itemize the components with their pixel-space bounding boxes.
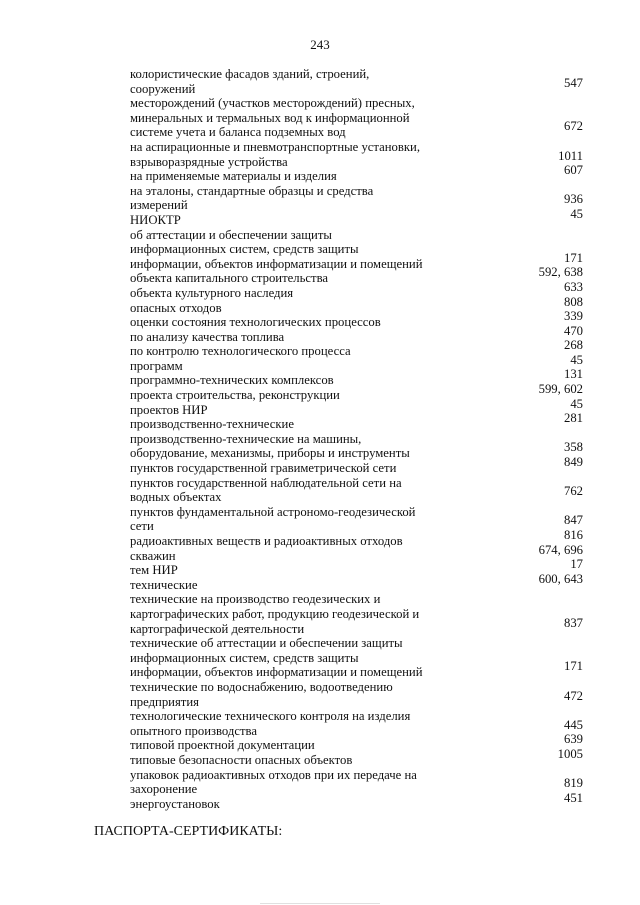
entry-text-line: технические на производство геодезических и — [130, 592, 381, 607]
entry-text-line: упаковок радиоактивных отходов при их передаче на — [130, 767, 417, 782]
entry-page-numbers: 547 — [563, 75, 583, 90]
entry-page-numbers: 358 — [563, 440, 583, 455]
index-entry — [0, 790, 640, 812]
index-entry — [0, 163, 640, 184]
entry-text-line: НИОКТР — [130, 212, 181, 227]
index-entry — [0, 382, 640, 403]
entry-text-line: производственно-технические на машины, — [130, 431, 362, 446]
entry-text-line: месторождений (участков месторождений) пресных, — [130, 96, 415, 111]
entry-page-numbers: 445 — [563, 717, 583, 732]
entry-page-numbers: 171 — [563, 250, 583, 265]
entry-text-line: на применяемые материалы и изделия — [130, 169, 337, 184]
entry-text-line: системе учета и баланса подземных вод — [130, 125, 346, 140]
entry-page-numbers: 339 — [563, 309, 583, 324]
index-entry — [0, 294, 640, 316]
entry-text-line: по контролю технологического процесса — [130, 344, 351, 359]
index-entry — [0, 184, 640, 213]
entry-text-line: взрыворазрядные устройства — [130, 154, 288, 169]
entry-text-line: предприятия — [130, 694, 199, 709]
entry-text-line: оценки состояния технологических процессов — [130, 315, 381, 330]
entry-text-line: колористические фасадов зданий, строений, — [130, 67, 370, 81]
index-entry — [0, 505, 640, 534]
entry-page-numbers: 472 — [563, 688, 583, 703]
entry-text-line: пунктов государственной наблюдательной сети на — [130, 475, 402, 490]
entry-text-line: программно-технических комплексов — [130, 373, 334, 388]
entry-text-line: картографической деятельности — [130, 621, 305, 636]
entry-page-numbers: 45 — [570, 206, 583, 221]
index-entry — [0, 680, 640, 709]
entry-page-numbers: 45 — [570, 352, 583, 367]
entry-text-line: на аспирационные и пневмотранспортные установки, — [130, 139, 421, 154]
bottom-rule — [260, 903, 380, 904]
entry-text-line: картографических работ, продукцию геодезической и — [130, 606, 420, 621]
index-entry — [0, 96, 640, 140]
entry-text-line: информационных систем, средств защиты — [130, 242, 359, 257]
index-entry — [0, 396, 640, 418]
index-entry — [0, 338, 640, 359]
entry-text-line: проекта строительства, реконструкции — [130, 388, 340, 403]
entry-page-numbers: 451 — [563, 790, 583, 805]
index-list — [0, 67, 640, 811]
entry-page-numbers: 816 — [563, 528, 583, 542]
entry-text-line: оборудование, механизмы, приборы и инструменты — [130, 446, 410, 461]
index-entry — [0, 323, 640, 345]
index-entry — [0, 352, 640, 374]
entry-page-numbers: 672 — [563, 119, 583, 134]
entry-text-line: на эталоны, стандартные образцы и средства — [130, 183, 374, 198]
entry-text-line: информационных систем, средств защиты — [130, 650, 359, 665]
index-entry — [0, 768, 640, 797]
index-entry — [0, 140, 640, 169]
entry-text-line: технические по водоснабжению, водоотведению — [130, 679, 393, 694]
entry-text-line: тем НИР — [130, 563, 178, 578]
entry-page-numbers: 633 — [563, 279, 583, 294]
index-entry — [0, 636, 640, 680]
entry-text-line: сооружений — [130, 81, 196, 96]
entry-text-line: пунктов фундаментальной астрономо-геодезической — [130, 504, 416, 519]
index-entry — [0, 265, 640, 286]
entry-text-line: водных объектах — [130, 490, 222, 505]
entry-text-line: измерений — [130, 198, 188, 213]
index-entry — [0, 67, 640, 96]
entry-text-line: технические — [130, 577, 198, 592]
entry-text-line: объекта капитального строительства — [130, 271, 329, 286]
entry-text-line: скважин — [130, 548, 176, 563]
index-entry — [0, 746, 640, 768]
entry-page-numbers: 281 — [563, 411, 583, 426]
entry-text-line: информации, объектов информатизации и помещений — [130, 256, 423, 271]
entry-page-numbers: 1005 — [557, 746, 583, 761]
entry-page-numbers: 17 — [570, 557, 583, 572]
entry-page-numbers: 936 — [563, 192, 583, 207]
index-entry — [0, 411, 640, 432]
entry-page-numbers: 639 — [563, 732, 583, 747]
section-heading: ПАСПОРТА-СЕРТИФИКАТЫ: — [94, 824, 283, 839]
entry-page-numbers: 470 — [563, 323, 583, 338]
entry-text-line: проектов НИР — [130, 402, 208, 417]
index-entry — [0, 432, 640, 461]
index-entry — [0, 592, 640, 636]
entry-page-numbers: 268 — [563, 338, 583, 353]
entry-page-numbers: 607 — [563, 163, 583, 178]
entry-page-numbers: 45 — [570, 396, 583, 411]
entry-text-line: радиоактивных веществ и радиоактивных отходов — [130, 534, 403, 548]
index-entry — [0, 309, 640, 330]
entry-text-line: технические об аттестации и обеспечении защиты — [130, 636, 403, 651]
entry-page-numbers: 171 — [563, 659, 583, 674]
index-entry — [0, 206, 640, 228]
index-entry — [0, 709, 640, 738]
index-entry — [0, 732, 640, 753]
entry-text-line: типовой проектной документации — [130, 738, 315, 753]
entry-page-numbers: 808 — [563, 294, 583, 309]
entry-page-numbers: 592, 638 — [538, 265, 583, 280]
entry-page-numbers: 599, 602 — [538, 382, 583, 397]
index-entry — [0, 455, 640, 476]
entry-text-line: типовые безопасности опасных объектов — [130, 752, 353, 767]
entry-page-numbers: 131 — [563, 367, 583, 382]
entry-text-line: опытного производства — [130, 723, 257, 738]
entry-text-line: захоронение — [130, 782, 198, 797]
entry-page-numbers: 762 — [563, 484, 583, 499]
entry-page-numbers: 1011 — [558, 148, 583, 163]
index-entry — [0, 542, 640, 564]
entry-text-line: энергоустановок — [130, 796, 220, 811]
entry-text-line: минеральных и термальных вод к информационной — [130, 110, 410, 125]
entry-text-line: сети — [130, 519, 154, 534]
index-entry — [0, 571, 640, 593]
entry-text-line: опасных отходов — [130, 300, 222, 315]
entry-text-line: по анализу качества топлива — [130, 329, 285, 344]
entry-page-numbers: 849 — [563, 455, 583, 470]
entry-text-line: программ — [130, 358, 183, 373]
entry-page-numbers: 847 — [563, 513, 583, 528]
entry-page-numbers: 600, 643 — [538, 571, 583, 586]
entry-page-numbers: 837 — [563, 615, 583, 630]
entry-text-line: производственно-технические — [130, 417, 294, 432]
entry-page-numbers: 674, 696 — [538, 542, 583, 557]
entry-text-line: об аттестации и обеспечении защиты — [130, 227, 332, 242]
page-number: 243 — [310, 37, 330, 52]
entry-text-line: информации, объектов информатизации и помещений — [130, 665, 423, 680]
index-entry — [0, 279, 640, 301]
entry-text-line: пунктов государственной гравиметрической сети — [130, 461, 397, 476]
entry-text-line: технологические технического контроля на изделия — [130, 709, 411, 724]
index-entry — [0, 476, 640, 505]
entry-page-numbers: 819 — [563, 776, 583, 791]
entry-text-line: объекта культурного наследия — [130, 285, 294, 300]
